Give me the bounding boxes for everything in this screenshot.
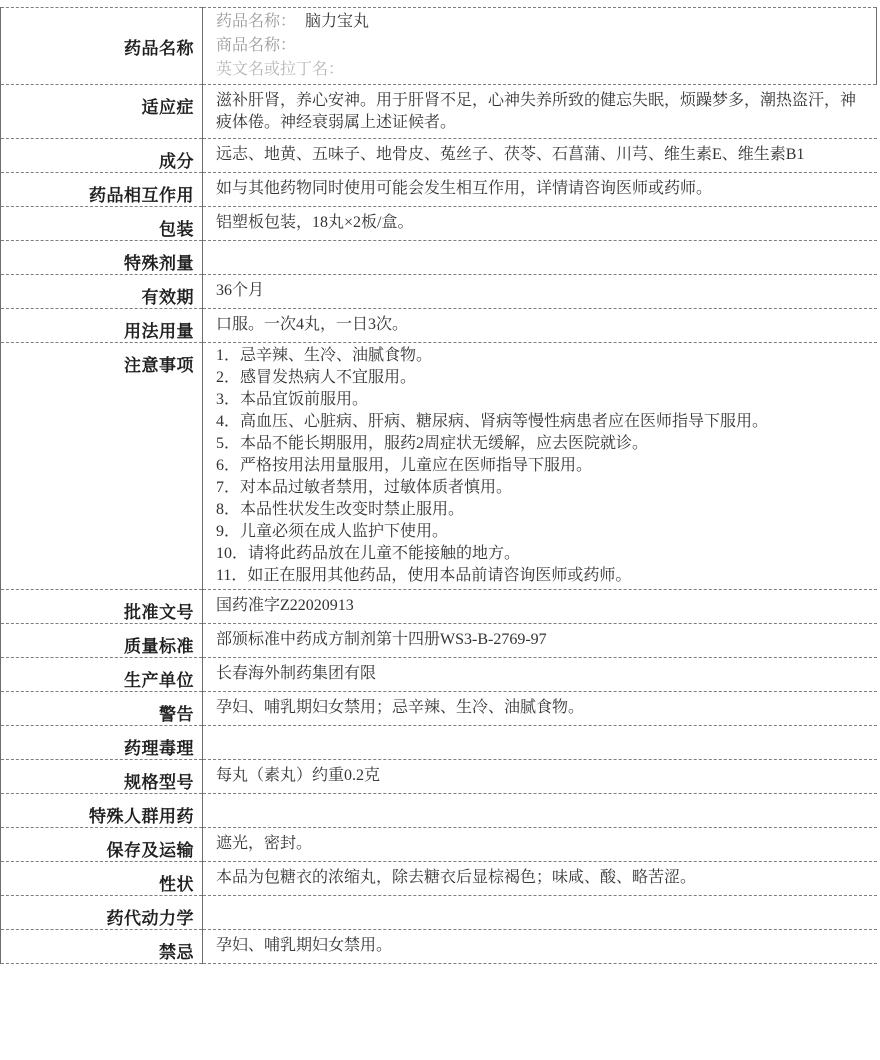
row-label: 成分	[1, 139, 203, 173]
row-content	[203, 85, 877, 139]
note-item: 10．请将此药品放在儿童不能接触的地方。	[216, 545, 521, 562]
table-row	[1, 862, 877, 896]
row-content	[203, 794, 877, 828]
row-content	[203, 760, 877, 794]
field-prefix: 英文名或拉丁名：	[216, 61, 345, 78]
table-row	[1, 896, 877, 930]
row-label: 注意事项	[1, 343, 203, 590]
row-label: 特殊人群用药	[1, 794, 203, 828]
row-text: 铝塑板包装，18丸×2板/盒。	[216, 214, 414, 231]
row-label: 药代动力学	[1, 896, 203, 930]
table-row	[1, 658, 877, 692]
table-row	[1, 173, 877, 207]
row-content	[203, 930, 877, 964]
row-label: 警告	[1, 692, 203, 726]
row-content	[203, 241, 877, 275]
row-content	[203, 207, 877, 241]
row-text: 如与其他药物同时使用可能会发生相互作用，详情请咨询医师或药师。	[216, 180, 713, 197]
row-content	[203, 139, 877, 173]
field-prefix: 药品名称：	[216, 13, 297, 30]
row-label: 保存及运输	[1, 828, 203, 862]
row-label: 药品相互作用	[1, 173, 203, 207]
note-item: 5．本品不能长期服用，服药2周症状无缓解，应去医院就诊。	[216, 435, 649, 452]
row-text: 本品为包糖衣的浓缩丸，除去糖衣后显棕褐色；味咸、酸、略苦涩。	[216, 869, 697, 886]
table-row	[1, 590, 877, 624]
note-item: 9．儿童必须在成人监护下使用。	[216, 523, 449, 540]
table-row	[1, 760, 877, 794]
row-label: 药理毒理	[1, 726, 203, 760]
row-text: 孕妇、哺乳期妇女禁用。	[216, 937, 393, 954]
name-field-line	[216, 34, 868, 58]
row-content	[203, 726, 877, 760]
row-text: 远志、地黄、五味子、地骨皮、菟丝子、茯苓、石菖蒲、川芎、维生素E、维生素B1	[216, 146, 805, 163]
table-row	[1, 930, 877, 964]
name-field-line	[216, 58, 868, 82]
row-text: 36个月	[216, 282, 265, 299]
table-row	[1, 624, 877, 658]
table-row	[1, 726, 877, 760]
row-label: 适应症	[1, 85, 203, 139]
row-content	[203, 309, 877, 343]
row-content	[203, 896, 877, 930]
row-text: 遮光，密封。	[216, 835, 313, 852]
drug-info-page	[0, 7, 880, 1060]
row-label: 性状	[1, 862, 203, 896]
row-content	[203, 862, 877, 896]
table-row	[1, 794, 877, 828]
table-row	[1, 309, 877, 343]
note-item: 4．高血压、心脏病、肝病、糖尿病、肾病等慢性病患者应在医师指导下服用。	[216, 413, 769, 430]
row-text: 口服。一次4丸，一日3次。	[216, 316, 409, 333]
note-item: 11．如正在服用其他药品，使用本品前请咨询医师或药师。	[216, 567, 632, 584]
row-text: 每丸（素丸）约重0.2克	[216, 767, 381, 784]
row-label: 特殊剂量	[1, 241, 203, 275]
row-label: 生产单位	[1, 658, 203, 692]
note-item: 8．本品性状发生改变时禁止服用。	[216, 501, 465, 518]
table-row	[1, 207, 877, 241]
table-row	[1, 139, 877, 173]
row-label: 用法用量	[1, 309, 203, 343]
table-row	[1, 275, 877, 309]
row-label: 包装	[1, 207, 203, 241]
row-content	[203, 624, 877, 658]
table-row	[1, 692, 877, 726]
row-text: 部颁标准中药成方制剂第十四册WS3-B-2769-97	[216, 631, 547, 648]
note-item: 2．感冒发热病人不宜服用。	[216, 369, 417, 386]
row-text: 长春海外制药集团有限	[216, 665, 377, 682]
row-text: 国药准字Z22020913	[216, 597, 354, 614]
row-label: 药品名称	[1, 8, 203, 85]
row-content	[203, 173, 877, 207]
row-label: 有效期	[1, 275, 203, 309]
row-label: 规格型号	[1, 760, 203, 794]
row-text: 孕妇、哺乳期妇女禁用；忌辛辣、生冷、油腻食物。	[216, 699, 585, 716]
row-content	[203, 658, 877, 692]
row-text: 滋补肝肾，养心安神。用于肝肾不足，心神失养所致的健忘失眠，烦躁梦多，潮热盗汗，神疲体倦。神经衰弱属上述证候者。	[216, 92, 857, 131]
note-item: 6．严格按用法用量服用，儿童应在医师指导下服用。	[216, 457, 593, 474]
drug-info-table	[0, 7, 877, 964]
row-label: 禁忌	[1, 930, 203, 964]
table-row	[1, 85, 877, 139]
row-content	[203, 692, 877, 726]
table-row	[1, 828, 877, 862]
row-content	[203, 8, 877, 85]
note-item: 7．对本品过敏者禁用，过敏体质者慎用。	[216, 479, 513, 496]
table-row	[1, 343, 877, 590]
field-prefix: 商品名称：	[216, 37, 297, 54]
note-item: 3．本品宜饭前服用。	[216, 391, 369, 408]
name-field-line	[216, 10, 868, 34]
row-content	[203, 590, 877, 624]
note-item: 1．忌辛辣、生冷、油腻食物。	[216, 347, 433, 364]
row-label: 质量标准	[1, 624, 203, 658]
row-content	[203, 275, 877, 309]
row-label: 批准文号	[1, 590, 203, 624]
row-content	[203, 343, 877, 590]
field-value: 脑力宝丸	[305, 13, 370, 30]
table-row	[1, 241, 877, 275]
table-row	[1, 8, 877, 85]
row-content	[203, 828, 877, 862]
